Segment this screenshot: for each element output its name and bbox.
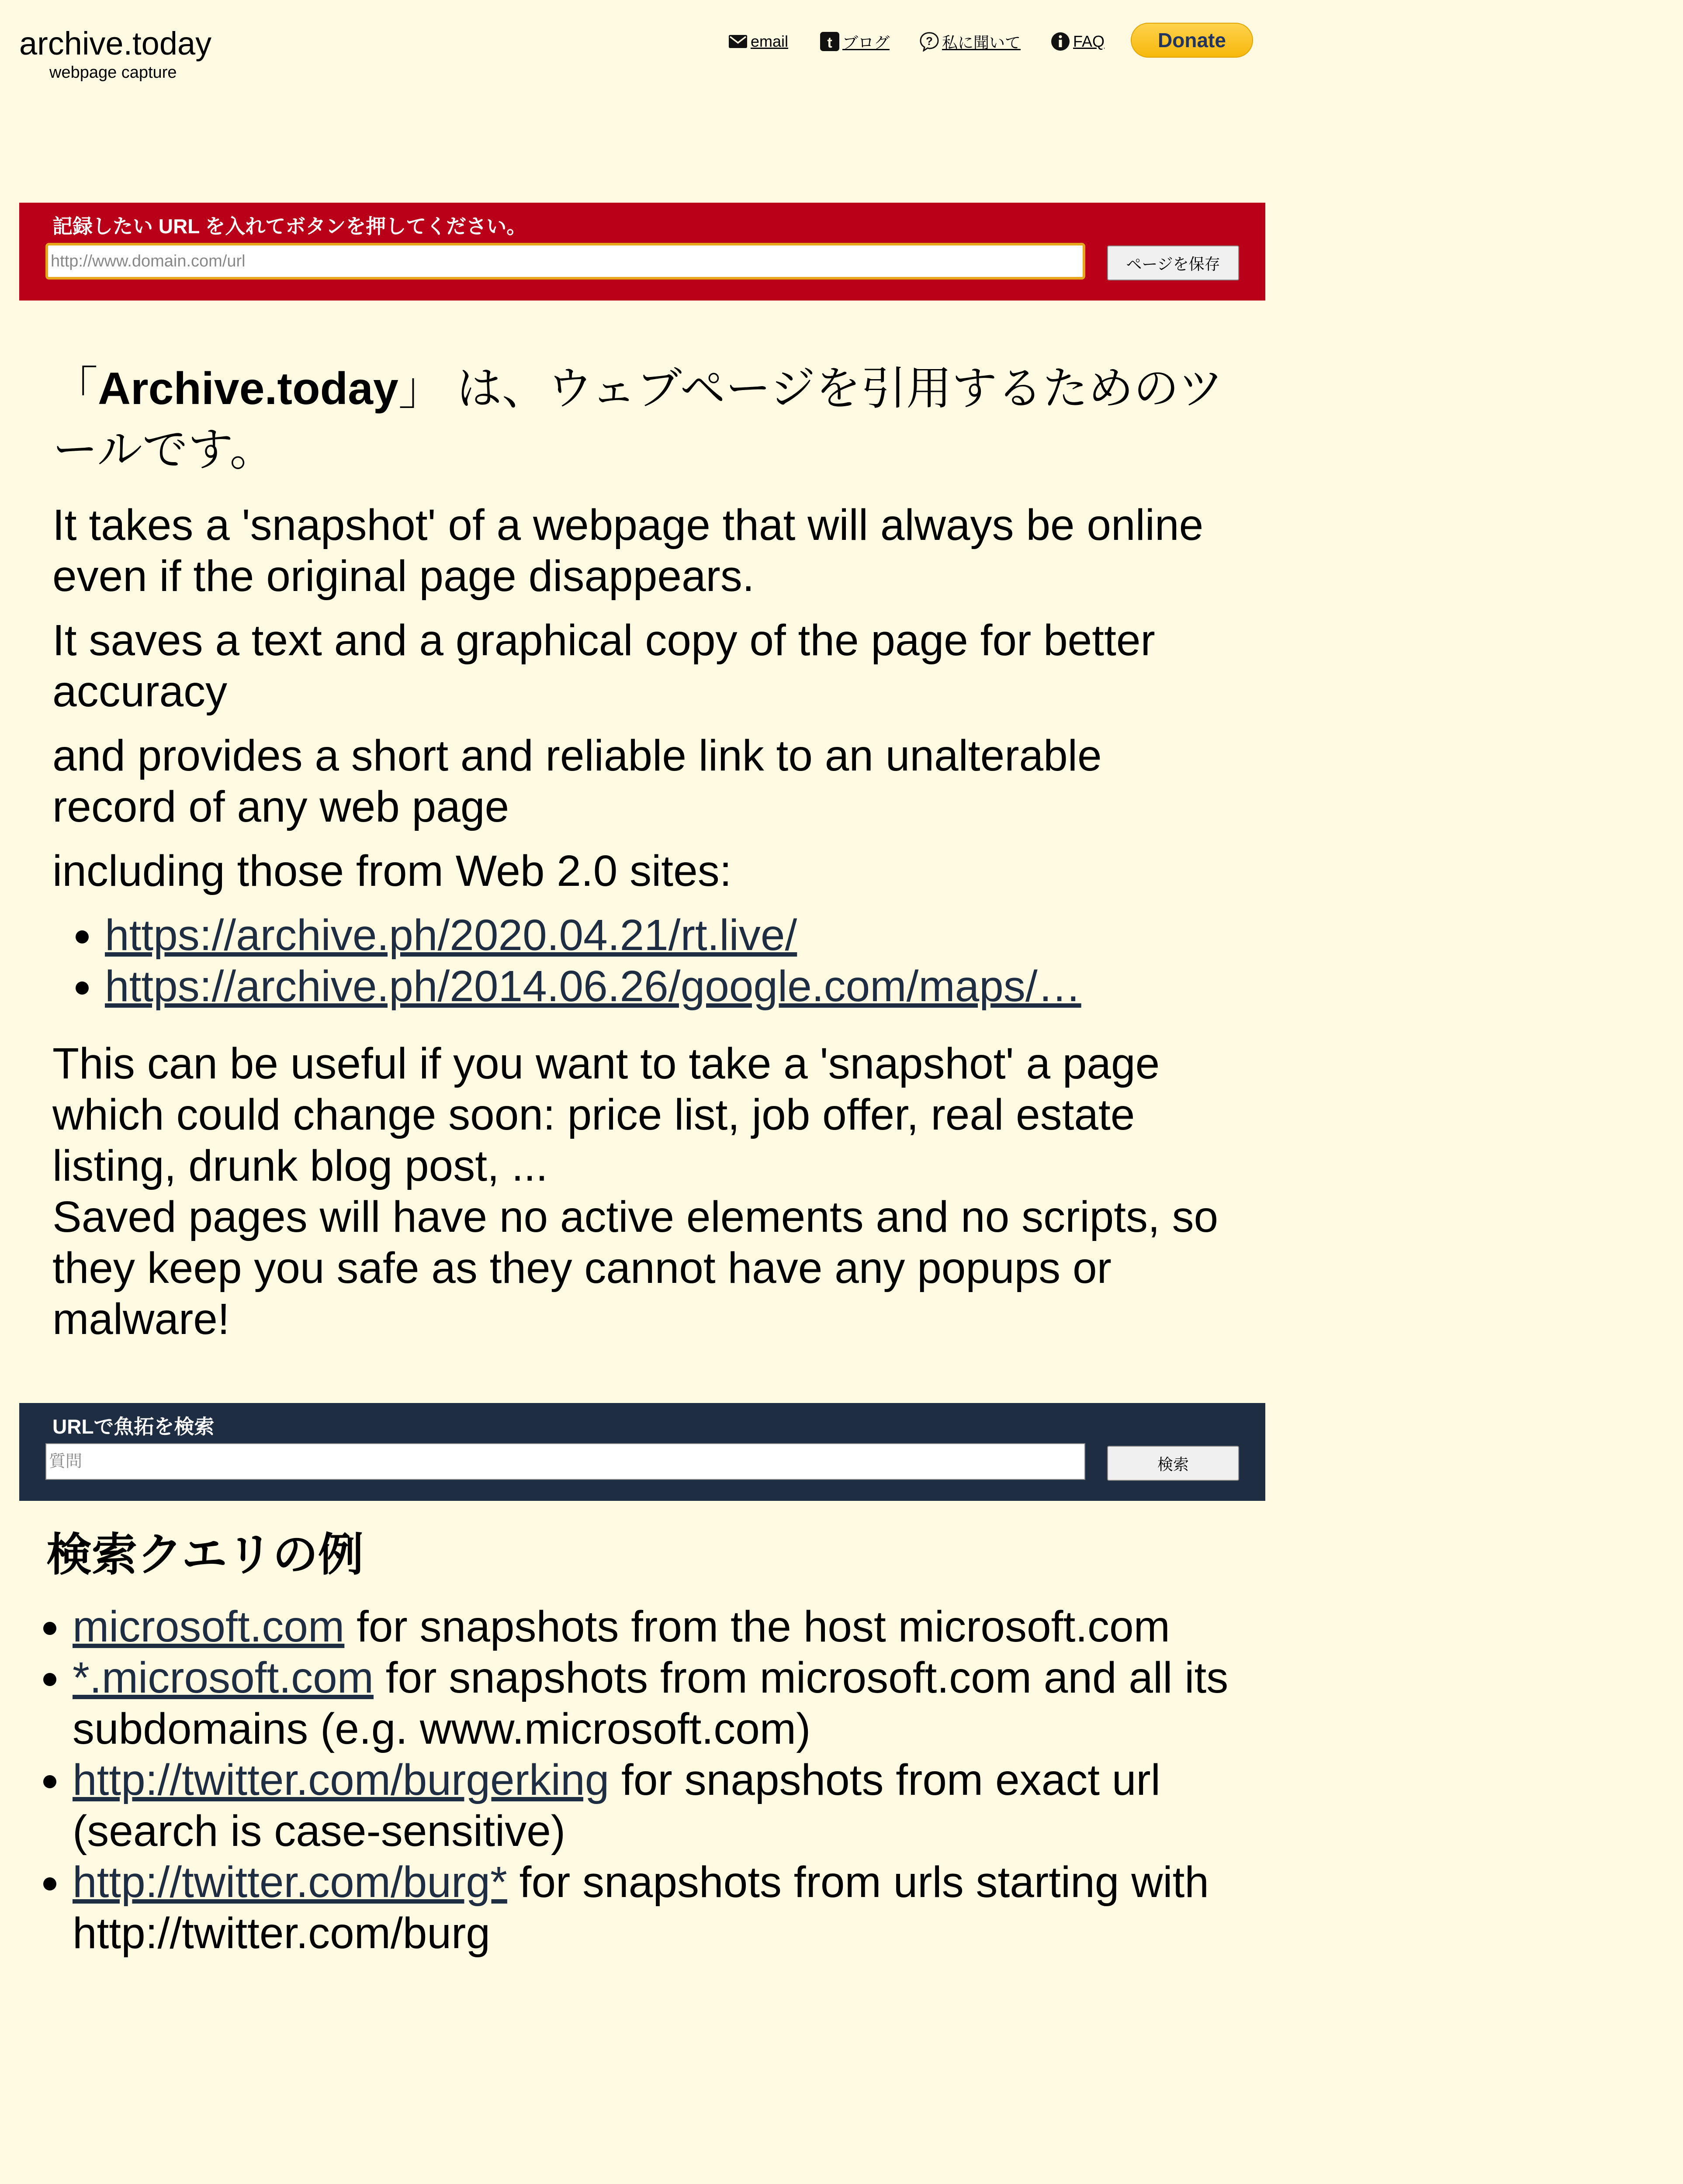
intro-paragraph-copy: It saves a text and a graphical copy of the page for better accuracy bbox=[52, 616, 1155, 716]
search-examples-heading: 検索クエリの例 bbox=[46, 1530, 364, 1580]
tumblr-icon bbox=[820, 31, 840, 52]
search-example-description: for snapshots from urls starting with http://twitter.com/burg bbox=[73, 1858, 1209, 1958]
faq-link-label: FAQ bbox=[1073, 32, 1105, 50]
blog-link[interactable] bbox=[820, 30, 890, 53]
example-snapshot-link[interactable]: https://archive.ph/2020.04.21/rt.live/ bbox=[105, 911, 797, 960]
heading-rest: 」 は、ウェブページを引用するためのツールです。 bbox=[52, 363, 1224, 475]
list-item bbox=[73, 1652, 1296, 1755]
site-subtitle: webpage capture bbox=[49, 63, 177, 82]
svg-text:t: t bbox=[827, 35, 832, 51]
list-item bbox=[73, 1857, 1296, 1959]
example-snapshot-link[interactable]: https://archive.ph/2014.06.26/google.com/maps/… bbox=[105, 962, 1081, 1011]
info-icon bbox=[1050, 31, 1070, 52]
search-example-link[interactable]: *.microsoft.com bbox=[73, 1653, 374, 1702]
search-example-description: for snapshots from exact url (search is case-sensitive) bbox=[73, 1755, 1160, 1856]
email-link-label: email bbox=[751, 32, 789, 50]
search-example-link[interactable]: http://twitter.com/burg* bbox=[73, 1858, 507, 1907]
svg-text:?: ? bbox=[926, 35, 933, 48]
search-form-label: URLで魚拓を検索 bbox=[52, 1415, 215, 1438]
ask-me-link[interactable] bbox=[919, 30, 1021, 53]
intro-paragraph-link: and provides a short and reliable link to an unalterable record of any web page bbox=[52, 731, 1102, 831]
search-example-link[interactable]: http://twitter.com/burgerking bbox=[73, 1755, 609, 1804]
email-link[interactable] bbox=[728, 30, 788, 53]
save-form-label: 記録したい URL を入れてボタンを押してください。 bbox=[52, 215, 527, 238]
search-button[interactable]: 検索 bbox=[1107, 1446, 1239, 1481]
intro-heading bbox=[52, 358, 1232, 480]
heading-site-name: Archive.today bbox=[98, 363, 398, 414]
heading-open-bracket: 「 bbox=[52, 363, 98, 414]
url-input[interactable] bbox=[45, 243, 1085, 280]
list-item bbox=[73, 1601, 1296, 1652]
faq-link[interactable] bbox=[1050, 30, 1105, 53]
search-examples-list bbox=[19, 1601, 1296, 1959]
search-example-description: for snapshots from microsoft.com and all its subdomains (e.g. www.microsoft.com) bbox=[73, 1653, 1229, 1753]
save-form bbox=[19, 203, 1265, 301]
question-icon bbox=[919, 31, 939, 52]
email-icon bbox=[728, 31, 748, 52]
search-input[interactable] bbox=[45, 1443, 1085, 1480]
usecases-text: This can be useful if you want to take a 'snapshot' a page which could change soon: price list, job offer, real estate listing, drunk blog post, ... bbox=[52, 1039, 1160, 1190]
blog-link-label: ブログ bbox=[842, 33, 890, 52]
list-item bbox=[73, 1755, 1296, 1857]
safety-text: Saved pages will have no active elements and no scripts, so they keep you safe as they cannot have any popups or malware! bbox=[52, 1192, 1219, 1344]
intro-paragraph-usecases bbox=[52, 1038, 1232, 1345]
site-title: archive.today bbox=[19, 25, 212, 62]
search-example-link[interactable]: microsoft.com bbox=[73, 1602, 345, 1651]
ask-me-link-label: 私に聞いて bbox=[942, 33, 1021, 52]
list-item bbox=[105, 961, 1232, 1012]
search-example-description: for snapshots from the host microsoft.com bbox=[344, 1602, 1170, 1651]
list-item bbox=[105, 910, 1232, 961]
intro-paragraph-web20: including those from Web 2.0 sites: bbox=[52, 847, 732, 895]
donate-button[interactable]: Donate bbox=[1131, 23, 1253, 58]
save-page-button[interactable]: ページを保存 bbox=[1107, 245, 1239, 280]
intro-section bbox=[52, 358, 1232, 1345]
intro-paragraph-snapshot: It takes a 'snapshot' of a webpage that will always be online even if the original page disappears. bbox=[52, 501, 1204, 601]
search-form bbox=[19, 1403, 1265, 1501]
example-snapshot-list bbox=[52, 910, 1232, 1012]
